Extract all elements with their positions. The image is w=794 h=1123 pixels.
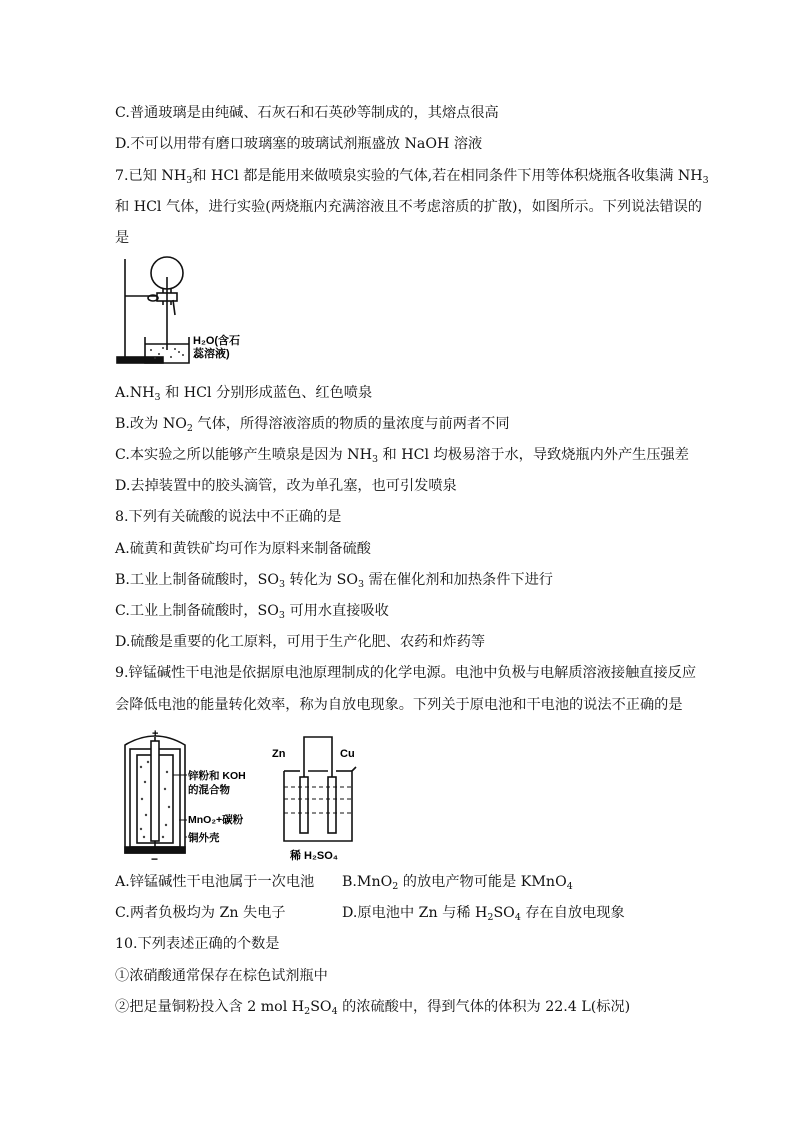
q8-option-c: C.工业上制备硫酸时，$SO_3$ 可用水直接吸收 (115, 603, 389, 621)
cu-electrode-label: Cu (340, 748, 355, 760)
q7-stem-line1: 7.已知 $NH_3$和 HCl 都是能用来做喷泉实验的气体,若在相同条件下用等体积烧瓶各收集满 $NH_3$ (115, 168, 709, 186)
q9-option-c: C.两者负极均为 Zn 失电子 (115, 905, 286, 921)
fountain-label-line2: 蕊溶液) (193, 348, 230, 360)
dilute-h2so4-label: 稀 H₂SO₄ (290, 850, 339, 862)
q9-option-b: B.MnO$_2$ 的放电产物可能是 KMnO$_4$ (342, 874, 573, 892)
q8-option-d: D.硫酸是重要的化工原料，可用于生产化肥、农药和炸药等 (115, 634, 486, 650)
q10-stem: 10.下列表述正确的个数是 (115, 936, 280, 952)
mno2-carbon-label: MnO₂+碳粉 (188, 814, 244, 826)
q8-stem: 8.下列有关硫酸的说法中不正确的是 (115, 509, 342, 525)
option-c-glass: C.普通玻璃是由纯碱、石灰石和石英砂等制成的，其熔点很高 (115, 105, 499, 121)
q9-option-a: A.锌锰碱性干电池属于一次电池 (115, 874, 315, 890)
zn-koh-label-2: 的混合物 (188, 784, 230, 796)
q10-statement-2: ②把足量铜粉投入含 2 mol $H_2SO_4$ 的浓硫酸中，得到气体的体积为 22.4 L(标况) (115, 999, 631, 1017)
zn-electrode-label: Zn (272, 748, 286, 760)
q7-option-b: B.改为 $NO_2$ 气体，所得溶液溶质的物质的量浓度与前两者不同 (115, 416, 510, 434)
q9-option-d: D.原电池中 Zn 与稀 $H_2SO_4$ 存在自放电现象 (342, 905, 625, 923)
dry-cell-figure (115, 727, 265, 864)
q7-option-c: C.本实验之所以能够产生喷泉是因为 $NH_3$ 和 HCl 均极易溶于水，导致烧瓶内外产生压强差 (115, 447, 689, 465)
q7-option-d: D.去掉装置中的胶头滴管，改为单孔塞，也可引发喷泉 (115, 478, 457, 494)
dry-cell-plus: + (152, 728, 159, 740)
copper-shell-label: 铜外壳 (188, 832, 220, 844)
option-d-naoh: D.不可以用带有磨口玻璃塞的玻璃试剂瓶盛放 NaOH 溶液 (115, 136, 483, 152)
q8-option-a: A.硫黄和黄铁矿均可作为原料来制备硫酸 (115, 541, 371, 557)
galvanic-cell-figure (270, 727, 370, 864)
q7-option-a: $A.NH_3$ 和 HCl 分别形成蓝色、红色喷泉 (115, 385, 373, 403)
dry-cell-minus: − (151, 852, 159, 864)
q7-stem-line2: 和 HCl 气体，进行实验(两烧瓶内充满溶液且不考虑溶质的扩散)，如图所示。下列说法错误的 (115, 199, 702, 215)
fountain-label-line1: H₂O(含石 (193, 335, 241, 347)
q7-stem-line3: 是 (115, 230, 130, 246)
q10-statement-1: ①浓硝酸通常保存在棕色试剂瓶中 (115, 968, 328, 984)
q8-option-b: B.工业上制备硫酸时，$SO_3$ 转化为 $SO_3$ 需在催化剂和加热条件下进行 (115, 572, 553, 590)
fountain-apparatus-figure (113, 255, 258, 367)
q9-stem-line2: 会降低电池的能量转化效率，称为自放电现象。下列关于原电池和干电池的说法不正确的是 (115, 697, 683, 713)
zn-koh-label-1: 锌粉和 KOH (188, 770, 246, 782)
q9-stem-line1: 9.锌锰碱性干电池是依据原电池原理制成的化学电源。电池中负极与电解质溶液接触直接反应 (115, 665, 697, 681)
